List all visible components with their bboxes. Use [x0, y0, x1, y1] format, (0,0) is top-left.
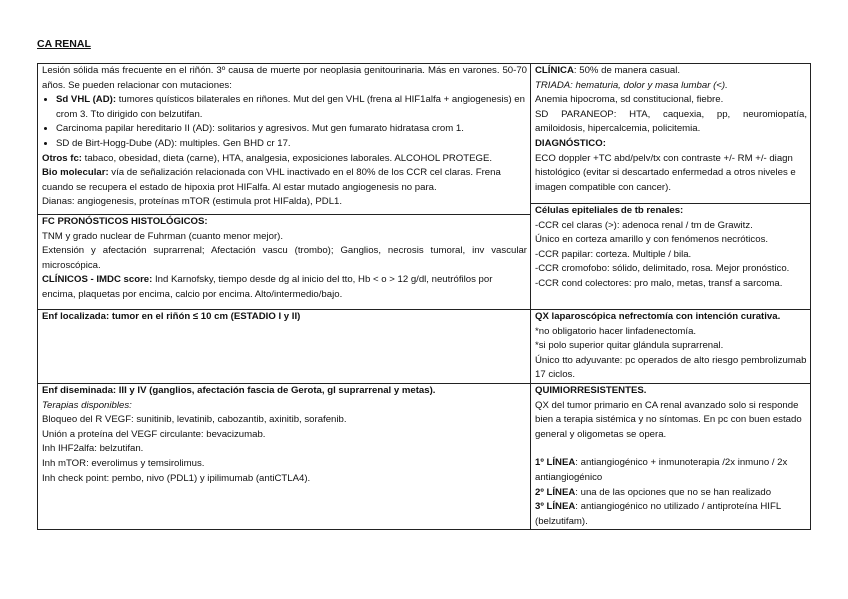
intro-text: Lesión sólida más frecuente en el riñón. 3º causa de muerte por neoplasia genitourinaria. Más en varones. 50-70 años. Se pueden relacionar con mutaciones:: [42, 65, 527, 91]
terapias-subheading: Terapias disponibles:: [42, 399, 132, 411]
table-row: [38, 64, 811, 310]
list-item: -CCR papilar: corteza. Multiple / bila.: [535, 248, 692, 260]
bio-molecular: [42, 166, 527, 195]
pronosticos-line: Extensión y afectación suprarrenal; Afectación vascu (trombo); Ganglios, necrosis tumoral, inv vascular microscópica.: [42, 245, 527, 271]
otros-label: Otros fc:: [42, 152, 82, 164]
diseminada-cell: [38, 383, 531, 529]
otros-factores: [42, 152, 527, 167]
diagnostico-text: ECO doppler +TC abd/pelv/tx con contraste +/- RM +/- diagn histológico (evitar si descartado enfermedad a otros niveles e imagen compatible con cancer).: [535, 152, 796, 193]
linea-item: [535, 500, 807, 529]
linea-label: 3º LÍNEA: [535, 501, 576, 513]
bio-text: vía de señalización relacionada con VHL inactivado en el 80% de los CCR cel claras. Frena cuando se recupera el estado de hipoxia prot HIFalfa. Al estar mutado angiogenesis no para.: [42, 167, 501, 193]
celulas-section: [531, 203, 810, 292]
clinica-label: CLÍNICA: [535, 65, 574, 76]
linea-text: : antiangiogénico no utilizado / antiproteína HIFL (belzutifam).: [535, 501, 781, 527]
list-item: Unión a proteína del VEGF circulante: bevacizumab.: [42, 428, 266, 440]
document-title: CA RENAL: [37, 38, 91, 50]
clinicos-text: Ind Karnofsky, tiempo desde dg al inicio del tto, Hb < o > 12 g/dl, neutrófilos por encima, plaquetas por encima, calcio por encima. Alto/intermedio/bajo.: [42, 274, 493, 300]
bullet-text: tumores quísticos bilaterales en riñones. Mut del gen VHL (frena al HIF1alfa + angiogenesis) en crom 3. Tto dirigido con belzutifan.: [56, 94, 525, 120]
list-item: [56, 93, 527, 122]
list-item: Bloqueo del R VEGF: sunitinib, levatinib, cabozantib, axinitib, sorafenib.: [42, 414, 347, 426]
linea-label: 2º LÍNEA: [535, 486, 576, 498]
triada: TRIADA: hematuria, dolor y masa lumbar (<).: [535, 79, 728, 91]
list-item: Inh mTOR: everolimus y temsirolimus.: [42, 457, 205, 469]
list-item: -CCR cond colectores: pro malo, metas, transf a sarcoma.: [535, 277, 783, 289]
qx-cell: [531, 310, 811, 384]
localizada-heading: Enf localizada: tumor en el riñón ≤ 10 cm (ESTADIO I y II): [42, 311, 301, 322]
clinica-text: : 50% de manera casual.: [573, 65, 681, 76]
bullet-label: Sd VHL (AD):: [56, 94, 117, 106]
left-upper-cell: [38, 64, 531, 310]
list-item: *no obligatorio hacer linfadenectomía.: [535, 325, 697, 337]
pronosticos-section: [38, 214, 530, 303]
list-item: [56, 137, 527, 152]
paraneoplasico: SD PARANEOP: HTA, caquexia, pp, neuromiopatía, amiloidosis, hipercalcemia, policitemia.: [535, 108, 807, 135]
table-row: [38, 310, 811, 384]
linea-item: [535, 456, 807, 485]
list-item: Único tto adyuvante: pc operados de alto riesgo pembrolizumab 17 ciclos.: [535, 354, 807, 381]
qx-heading: QX laparoscópica nefrectomía con intención curativa.: [535, 311, 781, 322]
list-item: -CCR cel claras (>): adenoca renal / tm de Grawitz.: [535, 219, 753, 231]
diseminada-heading: Enf diseminada: III y IV (ganglios, afectación fascia de Gerota, gl suprarrenal y metas).: [42, 384, 436, 396]
clinica-line: Anemia hipocroma, sd constitucional, fiebre.: [535, 94, 724, 106]
clinica-line: [535, 64, 807, 79]
mutation-list: [42, 93, 527, 151]
bio-label: Bio molecular:: [42, 167, 109, 179]
list-item: Único en corteza amarillo y con fenómenos necróticos.: [535, 234, 769, 246]
list-item: [56, 122, 527, 137]
pronosticos-line: TNM y grado nuclear de Fuhrman (cuanto menor mejor).: [42, 230, 284, 242]
diagnostico-heading: DIAGNÓSTICO:: [535, 137, 606, 149]
quimio-cell: [531, 383, 811, 529]
quimio-heading: QUIMIORRESISTENTES.: [535, 384, 647, 396]
clinicos-label: CLÍNICOS - IMDC score:: [42, 274, 153, 286]
list-item: Inh IHF2alfa: belzutifan.: [42, 443, 144, 455]
list-item: -CCR cromofobo: sólido, delimitado, rosa. Mejor pronóstico.: [535, 263, 790, 275]
otros-text: tabaco, obesidad, dieta (carne), HTA, analgesia, exposiciones laborales. ALCOHOL PROTEGE.: [81, 152, 493, 164]
celulas-heading: Células epiteliales de tb renales:: [535, 205, 684, 216]
summary-table: [37, 63, 811, 530]
bullet-text: SD de Birt-Hogg-Dube (AD): multiples. Gen BHD cr 17.: [56, 137, 291, 149]
table-row: [38, 383, 811, 529]
linea-label: 1º LÍNEA: [535, 457, 576, 469]
dianas: Dianas: angiogenesis, proteínas mTOR (estimula prot HIFalda), PDL1.: [42, 196, 343, 208]
clinica-section: [531, 64, 810, 203]
list-item: Inh check point: pembo, nivo (PDL1) y ipilimumab (antiCTLA4).: [42, 472, 311, 484]
bullet-text: Carcinoma papilar hereditario II (AD): solitarios y agresivos. Mut gen fumarato hidratasa crom 1.: [56, 123, 464, 135]
linea-text: : una de las opciones que no se han realizado: [575, 486, 772, 498]
localizada-cell: [38, 310, 531, 384]
linea-text: : antiangiogénico + inmunoterapia /2x inmuno / 2x antiangiogénico: [535, 457, 788, 483]
right-upper-cell: [531, 64, 811, 310]
list-item: *si polo superior quitar glándula suprarrenal.: [535, 340, 724, 352]
clinicos-imdc: [42, 273, 527, 302]
intro-section: [38, 64, 530, 214]
linea-item: [535, 486, 807, 501]
quimio-text: QX del tumor primario en CA renal avanzado solo si responde bien a terapia sistémica y no síntomas. En pc con buen estado general y oligometas se opera.: [535, 399, 802, 440]
pronosticos-heading: FC PRONÓSTICOS HISTOLÓGICOS:: [42, 216, 208, 227]
